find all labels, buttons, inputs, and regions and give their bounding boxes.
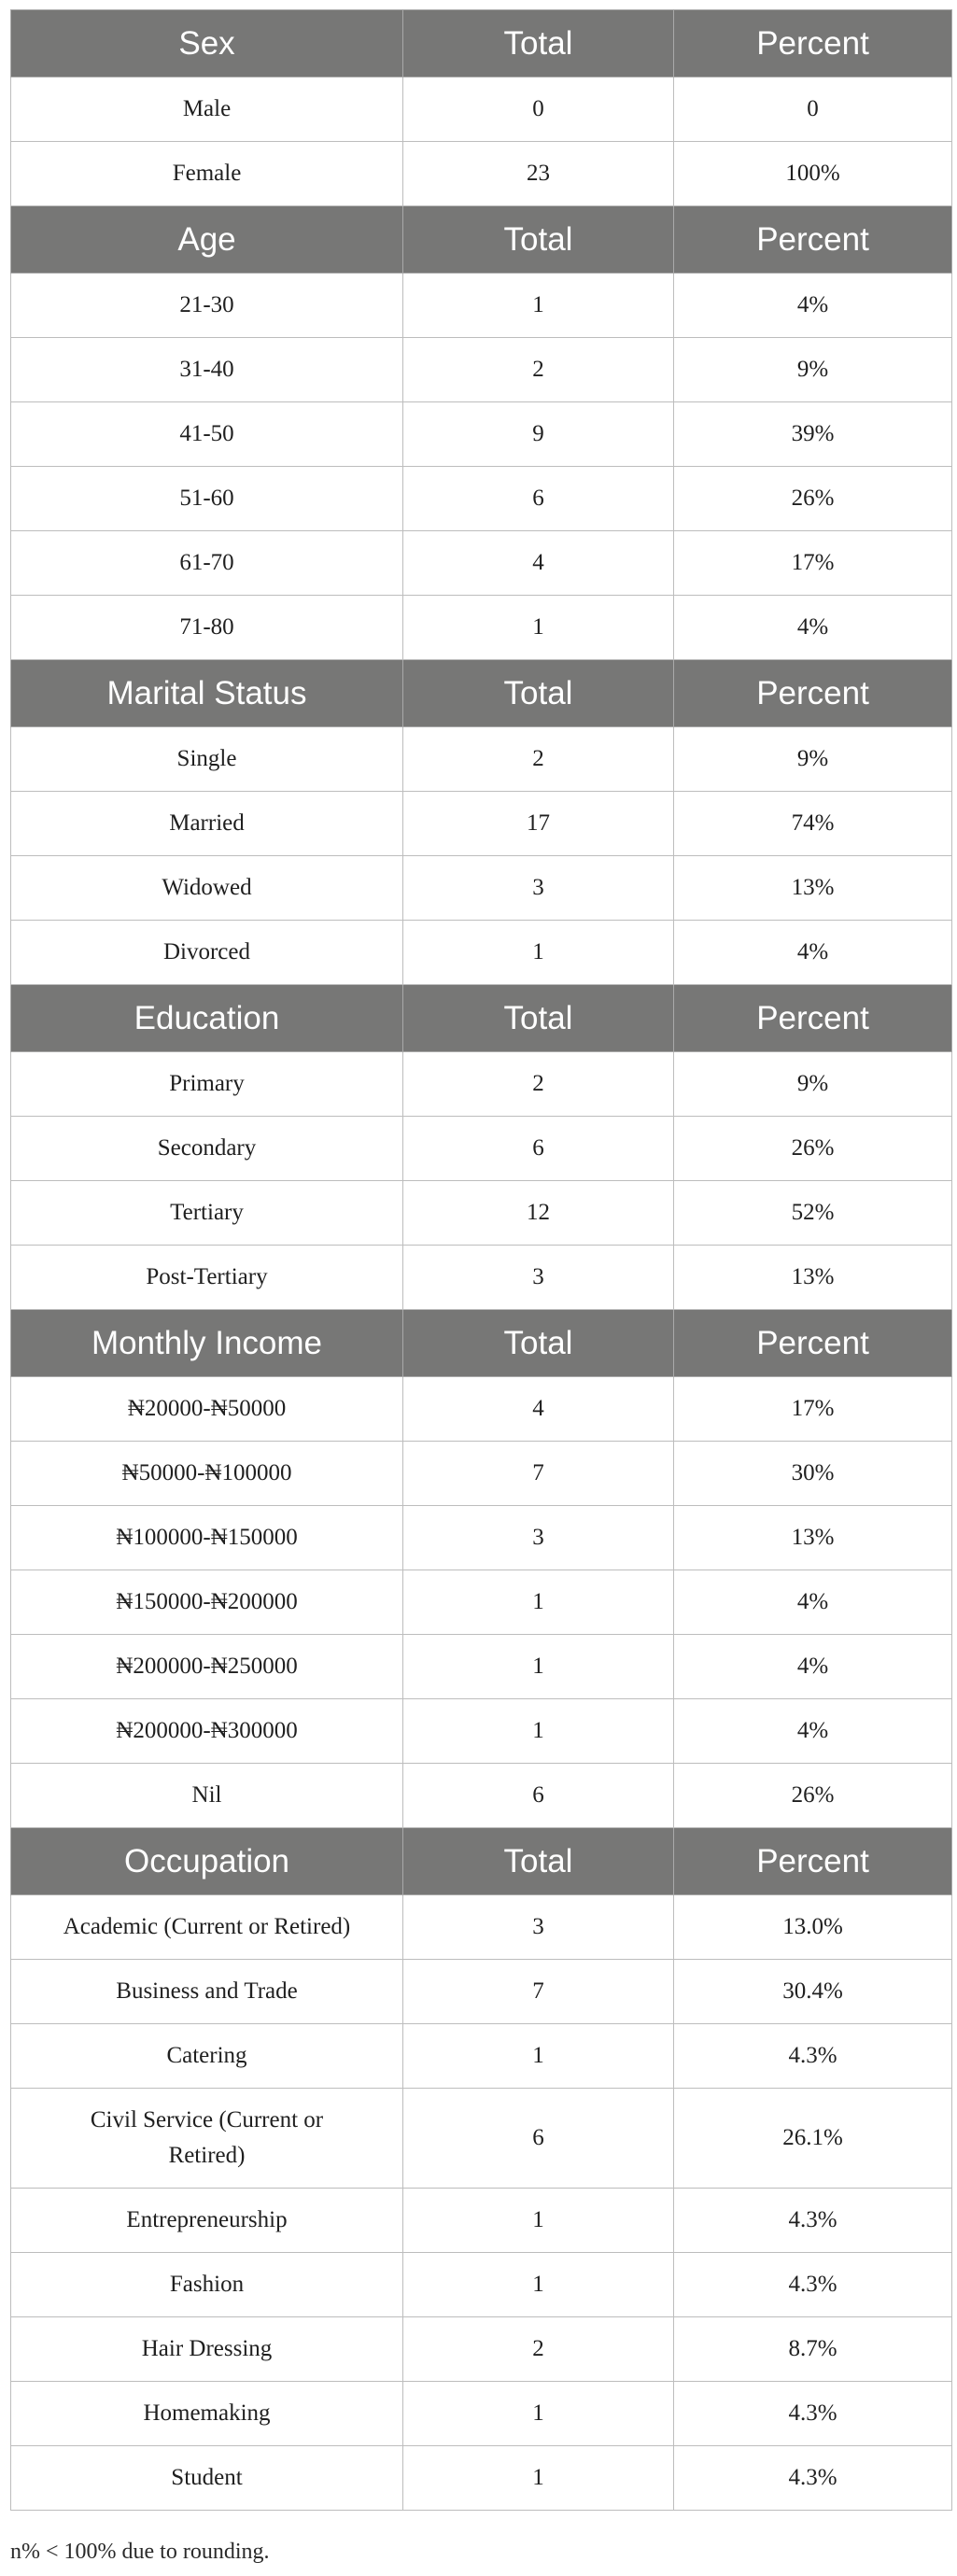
percent-header: Percent: [674, 10, 952, 77]
percent-cell: 26.1%: [674, 2089, 952, 2189]
percent-header: Percent: [674, 206, 952, 274]
total-cell: 3: [403, 1246, 674, 1310]
total-cell: 1: [403, 2446, 674, 2511]
category-cell: ₦100000-₦150000: [11, 1506, 403, 1570]
percent-cell: 100%: [674, 142, 952, 206]
percent-cell: 4%: [674, 274, 952, 338]
category-header: Education: [11, 985, 403, 1052]
total-cell: 7: [403, 1442, 674, 1506]
section-header-row-marital-status: [11, 660, 952, 727]
category-cell: 61-70: [11, 531, 403, 596]
category-header: Occupation: [11, 1828, 403, 1895]
percent-cell: 26%: [674, 1764, 952, 1828]
percent-cell: 4.3%: [674, 2024, 952, 2089]
category-cell: Single: [11, 727, 403, 792]
table-row: [11, 792, 952, 856]
total-header: Total: [403, 1310, 674, 1377]
total-header: Total: [403, 206, 674, 274]
category-cell: ₦50000-₦100000: [11, 1442, 403, 1506]
demographics-table-wrapper: [10, 9, 951, 2511]
total-cell: 2: [403, 1052, 674, 1117]
table-row: [11, 2189, 952, 2253]
percent-cell: 4.3%: [674, 2189, 952, 2253]
percent-cell: 0: [674, 77, 952, 142]
total-cell: 1: [403, 1699, 674, 1764]
table-row: [11, 338, 952, 402]
table-row: [11, 77, 952, 142]
percent-header: Percent: [674, 985, 952, 1052]
table-row: [11, 1052, 952, 1117]
category-cell: Hair Dressing: [11, 2317, 403, 2382]
category-cell: Post-Tertiary: [11, 1246, 403, 1310]
section-header-row-education: [11, 985, 952, 1052]
table-row: [11, 1181, 952, 1246]
demographics-table-body: [11, 10, 952, 2511]
total-cell: 0: [403, 77, 674, 142]
table-row: [11, 1570, 952, 1635]
total-cell: 6: [403, 2089, 674, 2189]
percent-cell: 74%: [674, 792, 952, 856]
table-row: [11, 1117, 952, 1181]
table-row: [11, 467, 952, 531]
category-cell: Academic (Current or Retired): [11, 1895, 403, 1960]
table-row: [11, 1635, 952, 1699]
category-cell: ₦150000-₦200000: [11, 1570, 403, 1635]
total-cell: 2: [403, 338, 674, 402]
demographics-table: [10, 9, 952, 2511]
total-cell: 1: [403, 1570, 674, 1635]
table-row: [11, 1506, 952, 1570]
category-cell: 51-60: [11, 467, 403, 531]
category-cell: Widowed: [11, 856, 403, 921]
category-header: Monthly Income: [11, 1310, 403, 1377]
percent-cell: 4%: [674, 921, 952, 985]
total-cell: 4: [403, 1377, 674, 1442]
percent-header: Percent: [674, 660, 952, 727]
category-cell: Entrepreneurship: [11, 2189, 403, 2253]
table-row: [11, 1246, 952, 1310]
total-header: Total: [403, 985, 674, 1052]
percent-cell: 30.4%: [674, 1960, 952, 2024]
section-header-row-sex: [11, 10, 952, 77]
percent-cell: 26%: [674, 467, 952, 531]
table-row: [11, 1764, 952, 1828]
table-row: [11, 2317, 952, 2382]
category-cell: Catering: [11, 2024, 403, 2089]
percent-cell: 39%: [674, 402, 952, 467]
table-row: [11, 2382, 952, 2446]
category-cell: Tertiary: [11, 1181, 403, 1246]
table-row: [11, 1699, 952, 1764]
section-header-row-age: [11, 206, 952, 274]
total-cell: 2: [403, 727, 674, 792]
total-cell: 2: [403, 2317, 674, 2382]
table-row: [11, 2253, 952, 2317]
percent-cell: 4%: [674, 1699, 952, 1764]
percent-cell: 9%: [674, 727, 952, 792]
table-row: [11, 1377, 952, 1442]
percent-cell: 4.3%: [674, 2446, 952, 2511]
total-cell: 4: [403, 531, 674, 596]
percent-cell: 52%: [674, 1181, 952, 1246]
category-cell: ₦20000-₦50000: [11, 1377, 403, 1442]
percent-cell: 17%: [674, 1377, 952, 1442]
table-row: [11, 2089, 952, 2189]
table-row: [11, 596, 952, 660]
table-row: [11, 921, 952, 985]
category-cell: Civil Service (Current or Retired): [11, 2089, 403, 2189]
percent-cell: 4.3%: [674, 2253, 952, 2317]
percent-header: Percent: [674, 1310, 952, 1377]
total-cell: 9: [403, 402, 674, 467]
percent-cell: 13.0%: [674, 1895, 952, 1960]
category-cell: Primary: [11, 1052, 403, 1117]
table-row: [11, 1895, 952, 1960]
table-row: [11, 402, 952, 467]
total-cell: 1: [403, 1635, 674, 1699]
category-cell: Secondary: [11, 1117, 403, 1181]
total-cell: 1: [403, 2253, 674, 2317]
total-cell: 7: [403, 1960, 674, 2024]
total-cell: 6: [403, 1764, 674, 1828]
category-cell: ₦200000-₦250000: [11, 1635, 403, 1699]
category-cell: Homemaking: [11, 2382, 403, 2446]
percent-cell: 4%: [674, 1570, 952, 1635]
table-row: [11, 2446, 952, 2511]
category-cell: 31-40: [11, 338, 403, 402]
total-header: Total: [403, 10, 674, 77]
percent-cell: 26%: [674, 1117, 952, 1181]
category-cell: 41-50: [11, 402, 403, 467]
category-header: Age: [11, 206, 403, 274]
table-row: [11, 142, 952, 206]
total-cell: 1: [403, 274, 674, 338]
total-cell: 3: [403, 1506, 674, 1570]
category-cell: Male: [11, 77, 403, 142]
percent-cell: 13%: [674, 1246, 952, 1310]
percent-cell: 13%: [674, 856, 952, 921]
total-cell: 1: [403, 2382, 674, 2446]
percent-cell: 8.7%: [674, 2317, 952, 2382]
category-header: Marital Status: [11, 660, 403, 727]
category-cell: Divorced: [11, 921, 403, 985]
percent-cell: 17%: [674, 531, 952, 596]
total-cell: 1: [403, 2024, 674, 2089]
total-cell: 3: [403, 856, 674, 921]
table-footnote: n% < 100% due to rounding.: [10, 2540, 270, 2564]
table-row: [11, 2024, 952, 2089]
total-cell: 1: [403, 921, 674, 985]
total-cell: 12: [403, 1181, 674, 1246]
percent-header: Percent: [674, 1828, 952, 1895]
percent-cell: 4%: [674, 596, 952, 660]
category-cell: 71-80: [11, 596, 403, 660]
table-row: [11, 1442, 952, 1506]
category-cell: Nil: [11, 1764, 403, 1828]
percent-cell: 13%: [674, 1506, 952, 1570]
total-cell: 17: [403, 792, 674, 856]
table-row: [11, 274, 952, 338]
total-cell: 6: [403, 1117, 674, 1181]
category-cell: Married: [11, 792, 403, 856]
percent-cell: 9%: [674, 338, 952, 402]
total-header: Total: [403, 660, 674, 727]
category-cell: 21-30: [11, 274, 403, 338]
category-cell: Fashion: [11, 2253, 403, 2317]
percent-cell: 4.3%: [674, 2382, 952, 2446]
section-header-row-occupation: [11, 1828, 952, 1895]
category-cell: Business and Trade: [11, 1960, 403, 2024]
category-cell: Female: [11, 142, 403, 206]
table-row: [11, 856, 952, 921]
total-cell: 23: [403, 142, 674, 206]
category-cell: ₦200000-₦300000: [11, 1699, 403, 1764]
percent-cell: 9%: [674, 1052, 952, 1117]
total-cell: 1: [403, 596, 674, 660]
table-row: [11, 1960, 952, 2024]
total-header: Total: [403, 1828, 674, 1895]
section-header-row-monthly-income: [11, 1310, 952, 1377]
total-cell: 6: [403, 467, 674, 531]
table-row: [11, 727, 952, 792]
percent-cell: 4%: [674, 1635, 952, 1699]
category-cell: Student: [11, 2446, 403, 2511]
total-cell: 3: [403, 1895, 674, 1960]
total-cell: 1: [403, 2189, 674, 2253]
category-header: Sex: [11, 10, 403, 77]
percent-cell: 30%: [674, 1442, 952, 1506]
table-row: [11, 531, 952, 596]
